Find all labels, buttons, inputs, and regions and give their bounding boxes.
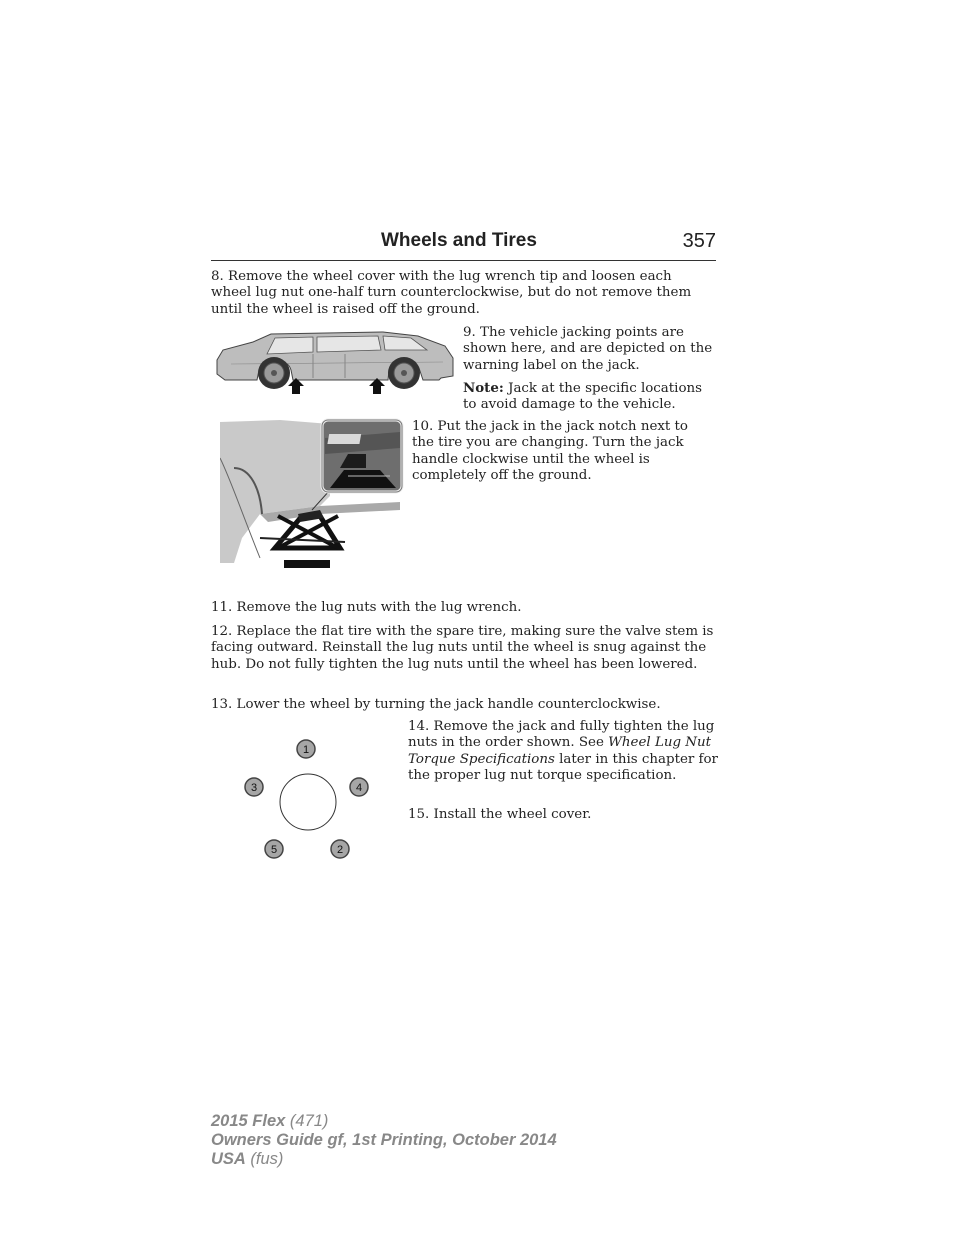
page-number: 357 xyxy=(682,230,716,252)
step-10: 10. Put the jack in the jack notch next to the tire you are changing. Turn the jack handle clockwise until the wheel is completely off the ground. xyxy=(412,419,688,483)
lug-nut-order-figure xyxy=(236,730,376,866)
step-14-text-end: later in this chapter for the proper lug nut torque specification. xyxy=(408,751,718,783)
step-9: 9. The vehicle jacking points are shown here, and are depicted on the warning label on the jack. xyxy=(463,325,713,373)
svg-text:2: 2 xyxy=(336,844,344,856)
lug-nut-3 xyxy=(245,778,263,796)
footer-region: USA xyxy=(211,1150,246,1168)
vehicle-jacking-points-figure xyxy=(213,328,458,398)
jack-placement-figure xyxy=(220,418,405,570)
lug-nut-4 xyxy=(350,778,368,796)
footer-region-code: (fus) xyxy=(245,1150,284,1168)
footer-model: 2015 Flex xyxy=(211,1112,286,1130)
svg-text:5: 5 xyxy=(270,844,278,856)
step-12: 12. Replace the flat tire with the spare tire, making sure the valve stem is facing outward. Reinstall the lug nuts until the wheel is snug against the hub. Do not fully tighten the lug nuts until the wheel has been lowered. xyxy=(211,624,714,672)
torque-spec-reference: Wheel Lug Nut Torque Specifications xyxy=(408,735,712,767)
lug-nut-1 xyxy=(297,740,315,758)
step-15: 15. Install the wheel cover. xyxy=(408,807,592,822)
step-13: 13. Lower the wheel by turning the jack handle counterclockwise. xyxy=(211,697,661,712)
step-11: 11. Remove the lug nuts with the lug wrench. xyxy=(211,600,522,615)
svg-text:4: 4 xyxy=(355,782,363,794)
page-header xyxy=(211,228,716,261)
lug-nut-5 xyxy=(265,840,283,858)
note-label: Note: xyxy=(463,380,504,396)
lug-nut-2 xyxy=(331,840,349,858)
step-8: 8. Remove the wheel cover with the lug wrench tip and loosen each wheel lug nut one-half turn counterclockwise, but do not remove them until the wheel is raised off the ground. xyxy=(211,269,692,317)
step-14-text: 14. Remove the jack and fully tighten the lug nuts in the order shown. See xyxy=(408,719,715,751)
svg-text:1: 1 xyxy=(302,744,310,756)
footer-model-code: (471) xyxy=(285,1112,329,1130)
section-title: Wheels and Tires xyxy=(381,230,537,251)
step-14 xyxy=(408,719,718,784)
footer-guide: Owners Guide gf, 1st Printing, October 2014 xyxy=(211,1131,557,1149)
svg-text:3: 3 xyxy=(250,782,258,794)
step-9-note xyxy=(463,380,718,414)
page-footer xyxy=(211,1112,557,1169)
note-text: Jack at the specific locations to avoid damage to the vehicle. xyxy=(463,381,703,413)
